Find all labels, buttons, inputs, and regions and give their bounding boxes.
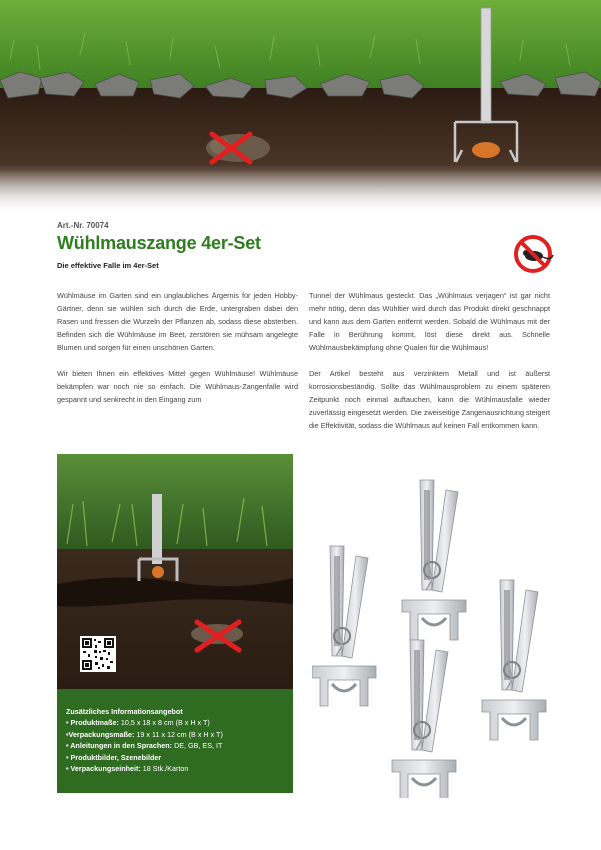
paragraph: Wir bieten Ihnen ein effektives Mittel gegen Wühlmäuse! Wühlmäuse bekämpfen war noch nie so einfach. Die Wühlmaus-Zangenfalle wird gespannt und senkrecht in den Eingang zum <box>57 369 298 404</box>
body-text-right <box>309 289 550 445</box>
paragraph: Tunnel der Wühlmaus gesteckt. Das „Wühlmaus verjagen“ ist gar nicht mehr nötig, denn das Wühltier wird durch das Produkt direkt geschnappt und kann aus dem Garten entfernt werden. Sobald die Wühlmaus mit der Falle in Berührung kommt, löst diese direkt aus. Schnelle Wühlmausbekämpfung ohne Qualen für die Wühlmaus! <box>309 291 550 352</box>
info-item: • Produktmaße: 10,5 x 18 x 8 cm (B x H x T) <box>66 718 210 728</box>
body-text-left <box>57 289 298 419</box>
info-item: • Anleitungen in den Sprachen: DE, GB, ES, IT <box>66 741 223 751</box>
product-image <box>312 478 562 798</box>
info-item: •Verpackungsmaße: 19 x 11 x 12 cm (B x H x T) <box>66 729 223 739</box>
paragraph: Wühlmäuse im Garten sind ein unglaubliches Ärgernis für jeden Hobby-Gärtner, denn sie wühlen sich durch die Erde, untergraben dabei den Rasen und fressen die Wurzeln der Pflanzen ab, sodass diese absterben. Befinden sich die Wühlmäuse im Beet, zerstören sie mühsam angelegte Blumen und sorgen für einen unschönen Garten. <box>57 291 298 352</box>
info-box <box>57 689 293 793</box>
qr-code-icon[interactable] <box>80 636 116 672</box>
article-number: Art.-Nr. 70074 <box>57 221 109 230</box>
info-item: • Produktbilder, Szenebilder <box>66 752 162 762</box>
paragraph: Der Artikel besteht aus verzinktem Metall und ist äußerst korrosionsbeständig. Sollte das Wühlmausproblem zu einem späteren Zeitpunkt noch einmal auftauchen, kann die Wühlmausfalle wieder zuverlässig eingesetzt werden. Die zweiseitige Zangenausrichtung steigert die Effektivität, sodass die Wühlmaus auf keinen Fall entkommen kann. <box>309 369 550 430</box>
page-title: Wühlmauszange 4er-Set <box>57 233 261 253</box>
no-mouse-icon <box>512 233 554 275</box>
info-heading: Zusätzliches Informationsangebot <box>66 707 183 716</box>
hero-image <box>0 0 601 215</box>
info-item: • Verpackungseinheit: 18 Stk./Karton <box>66 764 189 774</box>
page-subtitle: Die effektive Falle im 4er-Set <box>57 261 159 270</box>
